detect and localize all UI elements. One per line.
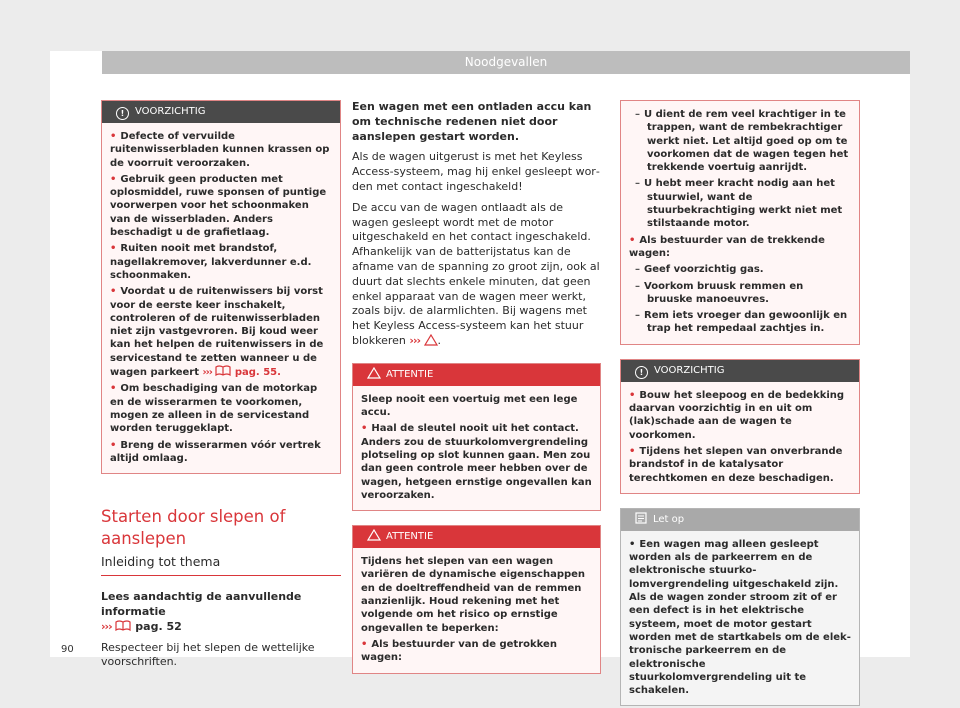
attention-box-body: Sleep nooit een voertuig met een lege accu. • Haal de sleutel nooit uit het contact. Anders zou de stuurkolomvergrendeling plotseling op slot kunnen gaan. Men zou dan geen controle meer hebben over de wagen, hetgeen ernstige ongevallen kan veroorzaken. — [361, 393, 592, 501]
list-item: • Een wagen mag alleen gesleept worden als de parkeerrem en de elektronische stuurkolomvergrendeling uitgeschakeld zijn. Als de wagen zonder stroom zit of er een defect is in het elektrische systeem, moet de motor gestart worden met de startkabels om de elektronische parkeerrem en de elektronische stuurkolomvergrendeling uit te schakelen. — [629, 538, 851, 697]
list-item: – U dient de rem veel krachtiger in te trappen, want de rembekrachtiger werkt niet. Let altijd goed op om te voorkomen dat de wagen tegen het trekkende voertuig aanrijdt. — [635, 109, 849, 174]
attention-box-body: Tijdens het slepen van een wagen variëren de dynamische eigenschappen en de doeltreffendheid van de remmen aanzienlijk. Houd rekening met het volgende om het risico op ernstige ongevallen te beperken: • Als bestuurder van de getrokken wagen: — [353, 548, 600, 672]
arrow-icon: ››› — [202, 367, 212, 379]
section-subtitle: Inleiding tot thema — [101, 554, 341, 576]
list-item: • Tijdens het slepen van onverbrande brandstof in de katalysator terechtkomen en deze beschadigen. — [629, 445, 843, 484]
caution-box-body — [102, 123, 340, 473]
warning-triangle-icon — [367, 529, 381, 541]
column-middle — [352, 100, 601, 674]
list-item: • Defecte of vervuilde ruitenwisserbladen kunnen krassen op de voorruit veroorzaken. — [110, 131, 330, 169]
caution-box-header: ! VOORZICHTIG — [102, 101, 340, 123]
page-reference-link[interactable]: pag. 52 — [135, 619, 182, 633]
arrow-icon: ››› — [409, 333, 421, 347]
attention-continued-box — [620, 100, 860, 345]
list-item: – Voorkom bruusk remmen en bruuske manoeuvres. — [635, 280, 804, 305]
column-left — [101, 100, 341, 676]
book-reference-icon[interactable] — [115, 620, 131, 631]
list-item: • Als bestuurder van de getrokken wagen: — [361, 638, 557, 664]
list-item: • Gebruik geen producten met oplosmiddel, ruwe sponsen of puntige voorwerpen voor het schoonmaken van de wisserbladen. Anders beschadigt u de grafietlaag. — [110, 173, 327, 239]
warning-triangle-icon[interactable] — [424, 334, 438, 346]
column-right — [620, 100, 860, 706]
body-paragraph: De accu van de wagen ontlaadt als de wagen gesleept wordt met de motor uitgeschakeld en het contact ingeschakeld. Afhankelijk van de batterijstatus kan de afname van de spanning zo groot zijn, ook al duurt dat slechts enkele minuten, dat geen enkel apparaat van de wagen meer werkt, zoals bijv. de alarmlichten. Bij wagens met het Keyless Access-systeem kan het stuur blokkeren ››› . — [352, 200, 600, 347]
note-box — [620, 508, 860, 707]
attention-box — [352, 363, 601, 511]
list-item: • Ruiten nooit met brandstof, nagellakremover, lakverdunner e.d. schoonmaken. — [110, 243, 312, 281]
list-item: • Om beschadiging van de motorkap en de wisserarmen te voorkomen, mogen ze alleen in de servicestand worden teruggeklapt. — [110, 383, 318, 435]
caution-box — [620, 359, 860, 494]
list-item: • Haal de sleutel nooit uit het contact. Anders zou de stuurkolomvergrendeling plotseling op slot kunnen gaan. Men zou dan geen controle meer hebben over de wagen, hetgeen ernstige ongevallen kan veroorzaken. — [361, 423, 592, 501]
chapter-header: Noodgevallen — [102, 51, 910, 74]
list-item: • Breng de wisserarmen vóór vertrek altijd omlaag. — [110, 439, 321, 464]
caution-box — [101, 100, 341, 474]
book-reference-icon[interactable] — [215, 365, 231, 376]
body-paragraph: Respecteer bij het slepen de wettelijke voorschriften. — [101, 640, 315, 669]
attention-box — [352, 525, 601, 673]
list-item: • Voordat u de ruitenwissers bij vorst voor de eerste keer inschakelt, controleren of de ruitenwisserbladen niet zijn vastgevroren. Bij koud weer kan het helpen de ruitenwissers in de servicestand te zetten wanneer u de wagen parkeert ››› pag. 55. — [110, 286, 324, 379]
list-item: – U hebt meer kracht nodig aan het stuurwiel, want de stuurbekrachtiging werkt niet met stilstaande motor. — [635, 178, 843, 230]
section-title: Starten door slepen of aanslepen — [101, 507, 286, 549]
list-item: • Bouw het sleepoog en de bedekking daarvan voorzichtig in en uit om (lak)schade aan de wagen te voorkomen. — [629, 389, 845, 441]
page-reference-link[interactable]: pag. 55. — [234, 367, 281, 379]
list-item: – Rem iets vroeger dan gewoonlijk en trap het rempedaal zachtjes in. — [635, 310, 848, 335]
note-box-body — [621, 531, 859, 706]
attention-box-body — [621, 101, 859, 344]
attention-box-header: ATTENTIE — [353, 526, 600, 548]
info-circle-icon: ! — [116, 107, 129, 120]
warning-triangle-icon — [367, 367, 381, 379]
page — [50, 51, 910, 697]
intro-text: Lees aandachtig de aanvullende informatie ››› pag. 52 — [101, 590, 302, 633]
caution-box-header: ! VOORZICHTIG — [621, 360, 859, 382]
page-number: 90 — [61, 644, 74, 655]
attention-box-header: ATTENTIE — [353, 364, 600, 386]
info-circle-icon: ! — [635, 366, 648, 379]
note-box-header: Let op — [621, 509, 859, 531]
section-block — [101, 506, 341, 670]
arrow-icon: ››› — [101, 619, 112, 633]
lead-paragraph: Een wagen met een ontladen accu kan om technische redenen niet door aanslepen gestart worden. — [352, 100, 592, 143]
list-item: – Geef voorzichtig gas. — [635, 264, 764, 276]
body-paragraph: Als de wagen uitgerust is met het Keyless Access-systeem, mag hij enkel gesleept worden met contact ingeschakeld! — [352, 150, 600, 193]
note-icon — [635, 512, 647, 524]
list-item: • Als bestuurder van de trekkende wagen: — [629, 234, 825, 259]
caution-box-body — [621, 382, 859, 493]
